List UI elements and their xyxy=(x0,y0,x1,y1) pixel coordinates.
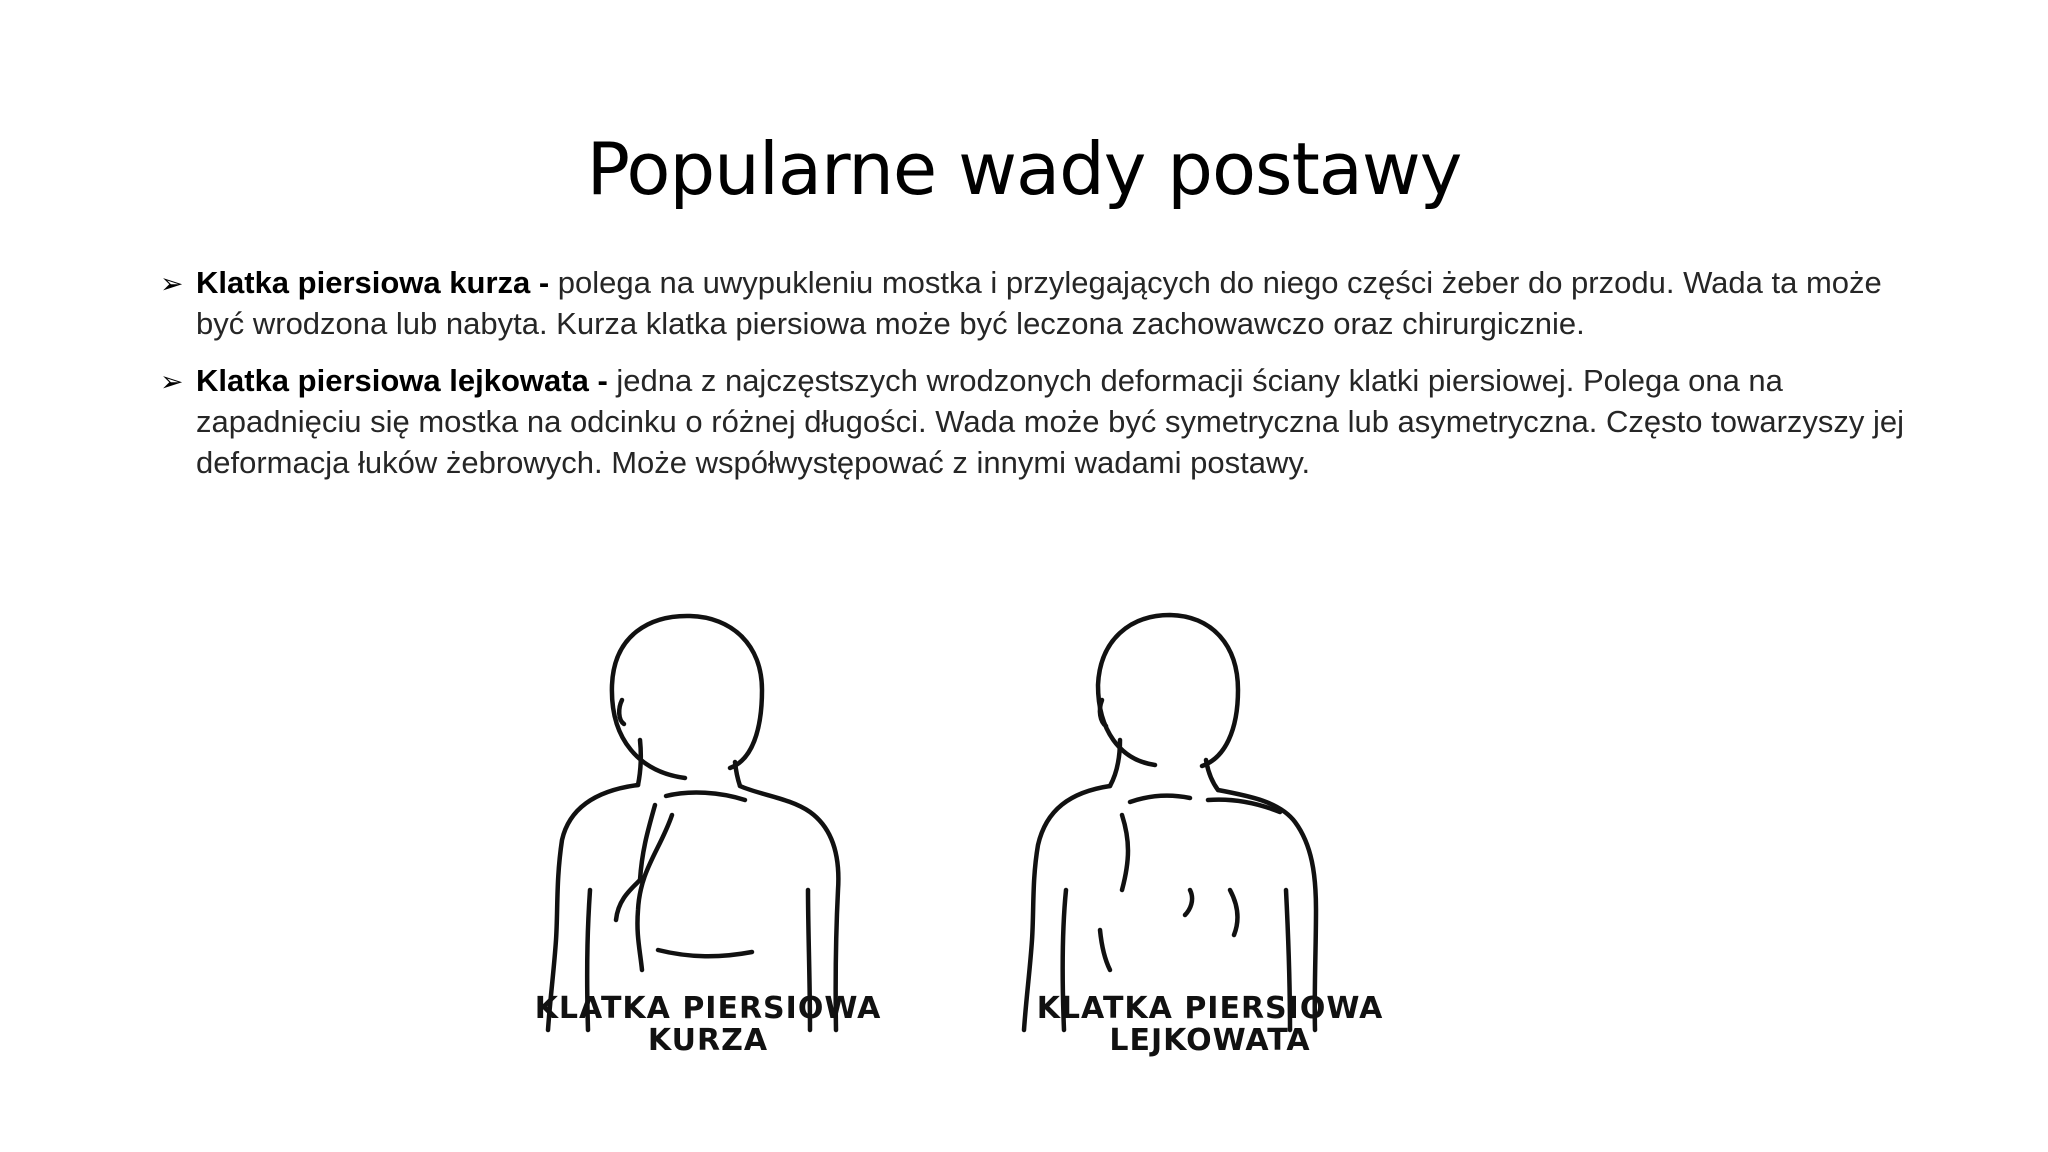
bullet-item-pigeon-chest xyxy=(160,262,1920,344)
funnel-chest-caption-line2: LEJKOWATA xyxy=(1109,1023,1311,1058)
bullet-title: Klatka piersiowa lejkowata - xyxy=(196,363,608,398)
funnel-chest-figure xyxy=(1024,615,1316,1030)
bullet-title: Klatka piersiowa kurza - xyxy=(196,265,550,300)
pigeon-chest-caption-line1: KLATKA PIERSIOWA xyxy=(534,991,882,1026)
illustration-svg xyxy=(490,590,1450,1070)
bullet-list xyxy=(160,262,1920,499)
arrowhead-bullet-icon: ➢ xyxy=(160,268,184,299)
arrowhead-bullet-icon: ➢ xyxy=(160,366,184,397)
slide-title: Popularne wady postawy xyxy=(586,127,1462,211)
bullet-text: polega na uwypukleniu mostka i przylegających do niego części żeber do przodu. Wada ta może być wrodzona lub nabyta. Kurza klatka piersiowa może być leczona zachowawczo oraz chirurgicznie. xyxy=(196,265,1882,341)
pigeon-chest-caption-line2: KURZA xyxy=(647,1023,769,1058)
bullet-item-funnel-chest xyxy=(160,360,1920,483)
funnel-chest-caption-line1: KLATKA PIERSIOWA xyxy=(1036,991,1384,1026)
chest-deformity-illustration xyxy=(490,590,1450,1070)
pigeon-chest-figure xyxy=(548,616,838,1030)
bullet-text: jedna z najczęstszych wrodzonych deformacji ściany klatki piersiowej. Polega ona na zapadnięciu się mostka na odcinku o różnej długości. Wada może być symetryczna lub asymetryczna. Często towarzyszy jej deformacja łuków żebrowych. Może współwystępować z innymi wadami postawy. xyxy=(196,363,1905,480)
